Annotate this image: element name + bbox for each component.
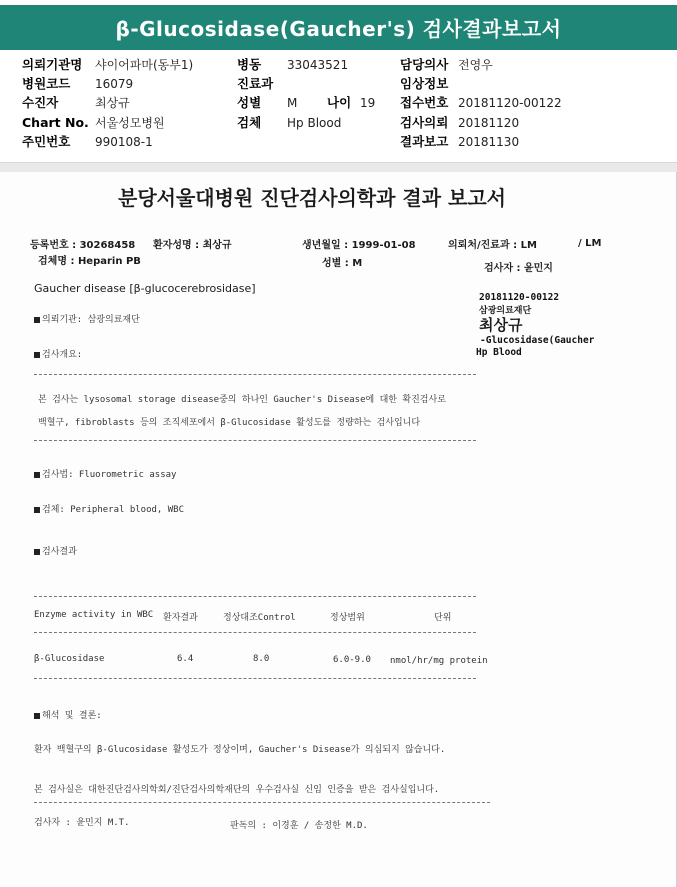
sex-value: M — [287, 96, 298, 110]
interpretation-heading-text: 해석 및 결론: — [42, 711, 102, 721]
table-header-enzyme: Enzyme activity in WBC — [34, 610, 154, 620]
table-header-unit: 단위 — [434, 613, 452, 623]
specimen-label: 검체 — [237, 115, 262, 130]
overview-heading-text: 검사개요: — [42, 350, 83, 360]
dashed-rule — [34, 596, 476, 597]
request-value: 20181120 — [458, 116, 520, 130]
specimen-line — [34, 502, 184, 515]
ward-label: 병동 — [237, 57, 262, 72]
specimen-text: 검체: Peripheral blood, WBC — [42, 505, 185, 515]
overview-line-1: 본 검사는 lysosomal storage disease중의 하나인 Gaucher's Disease에 대한 확진검사로 — [38, 395, 446, 405]
dashed-rule — [34, 440, 476, 441]
stamp-specimen: Hp Blood — [476, 347, 522, 358]
dept-label: 진료과 — [237, 76, 274, 91]
patient-label: 수진자 — [22, 95, 59, 110]
receipt-value: 20181120-00122 — [458, 96, 562, 110]
stamp-agency: 삼광의료재단 — [479, 306, 532, 316]
referring-dept-2: / LM — [578, 238, 602, 249]
table-cell-unit: nmol/hr/mg protein — [390, 656, 488, 666]
sex-line: 성별 : M — [322, 258, 363, 269]
sex-label: 성별 — [237, 95, 262, 110]
birth-date: 생년월일 : 1999-01-08 — [302, 240, 416, 251]
scanned-report — [0, 172, 677, 887]
report-title-bar — [0, 0, 677, 50]
stamp-patient: 최상규 — [479, 316, 523, 334]
dashed-rule — [34, 374, 476, 375]
table-header-patient: 환자결과 — [163, 613, 198, 623]
table-header-range: 정상범위 — [330, 613, 365, 623]
method-text: 검사법: Fluorometric assay — [42, 470, 177, 480]
dashed-rule — [34, 678, 476, 679]
certification-text: 본 검사실은 대한진단검사의학회/진단검사의학재단의 우수검사실 신임 인증을 받은 검사실입니다. — [34, 785, 440, 795]
examiner-top: 검사자 : 윤민지 — [484, 263, 553, 274]
table-header-control: 정상대조Control — [223, 613, 296, 623]
registration-number: 등록번호 : 30268458 — [30, 240, 136, 251]
doctor-value: 전영우 — [458, 58, 493, 72]
chart-label: Chart No. — [22, 115, 89, 130]
report-heading: 분당서울대병원 진단검사의학과 결과 보고서 — [118, 186, 506, 210]
doctor-label: 담당의사 — [400, 57, 449, 72]
age-label: 나이 — [327, 95, 352, 110]
interpretation-text: 환자 백혈구의 β-Glucosidase 활성도가 정상이며, Gaucher's Disease가 의심되지 않습니다. — [34, 745, 446, 755]
agency-text: 의뢰기관: 삼광의료재단 — [42, 315, 140, 325]
reader-signature: 판독의 : 이경훈 / 송정한 M.D. — [230, 821, 368, 831]
overview-line-2: 백혈구, fibroblasts 등의 조직세포에서 β-Glucosidase 활성도를 정량하는 검사입니다 — [38, 418, 421, 428]
agency-value: 샤이어파마(동부1) — [95, 58, 194, 72]
results-heading-text: 검사결과 — [42, 547, 77, 557]
id-label: 주민번호 — [22, 134, 71, 149]
patient-info-panel — [0, 50, 677, 162]
agency-line — [34, 312, 140, 325]
table-cell-control: 8.0 — [253, 654, 270, 664]
test-name: Gaucher disease [β-glucocerebrosidase] — [34, 282, 256, 295]
patient-name: 환자성명 : 최상규 — [153, 240, 232, 251]
clinical-label: 임상정보 — [400, 76, 449, 91]
overview-heading — [34, 347, 82, 360]
stamp-test: -Glucosidase(Gaucher — [480, 335, 595, 346]
results-heading — [34, 544, 77, 557]
table-cell-range: 6.0-9.0 — [333, 655, 371, 665]
receipt-label: 접수번호 — [400, 95, 449, 110]
specimen-stamp — [474, 292, 624, 362]
patient-value: 최상규 — [95, 96, 130, 110]
report-date-value: 20181130 — [458, 135, 520, 149]
report-title: β-Glucosidase(Gaucher's) 검사결과보고서 — [115, 17, 562, 41]
id-value: 990108-1 — [95, 135, 153, 149]
section-divider — [0, 162, 677, 172]
agency-label: 의뢰기관명 — [22, 57, 83, 72]
table-cell-patient: 6.4 — [177, 654, 194, 664]
dashed-rule — [34, 632, 476, 633]
stamp-receipt: 20181120-00122 — [479, 292, 560, 303]
code-label: 병원코드 — [22, 76, 71, 91]
ward-value: 33043521 — [287, 58, 349, 72]
request-label: 검사의뢰 — [400, 115, 449, 130]
referring-dept: 의뢰처/진료과 : LM — [448, 240, 537, 251]
specimen-value: Hp Blood — [287, 116, 342, 130]
table-cell-enzyme: β-Glucosidase — [34, 654, 105, 664]
interpretation-heading — [34, 708, 102, 721]
method-line — [34, 467, 176, 480]
dashed-rule — [34, 802, 490, 803]
specimen-name: 검체명 : Heparin PB — [38, 256, 141, 267]
age-value: 19 — [360, 96, 376, 110]
examiner-signature: 검사자 : 윤민지 M.T. — [34, 818, 130, 828]
chart-value: 서울성모병원 — [95, 116, 165, 130]
code-value: 16079 — [95, 77, 134, 91]
report-date-label: 결과보고 — [400, 134, 449, 149]
